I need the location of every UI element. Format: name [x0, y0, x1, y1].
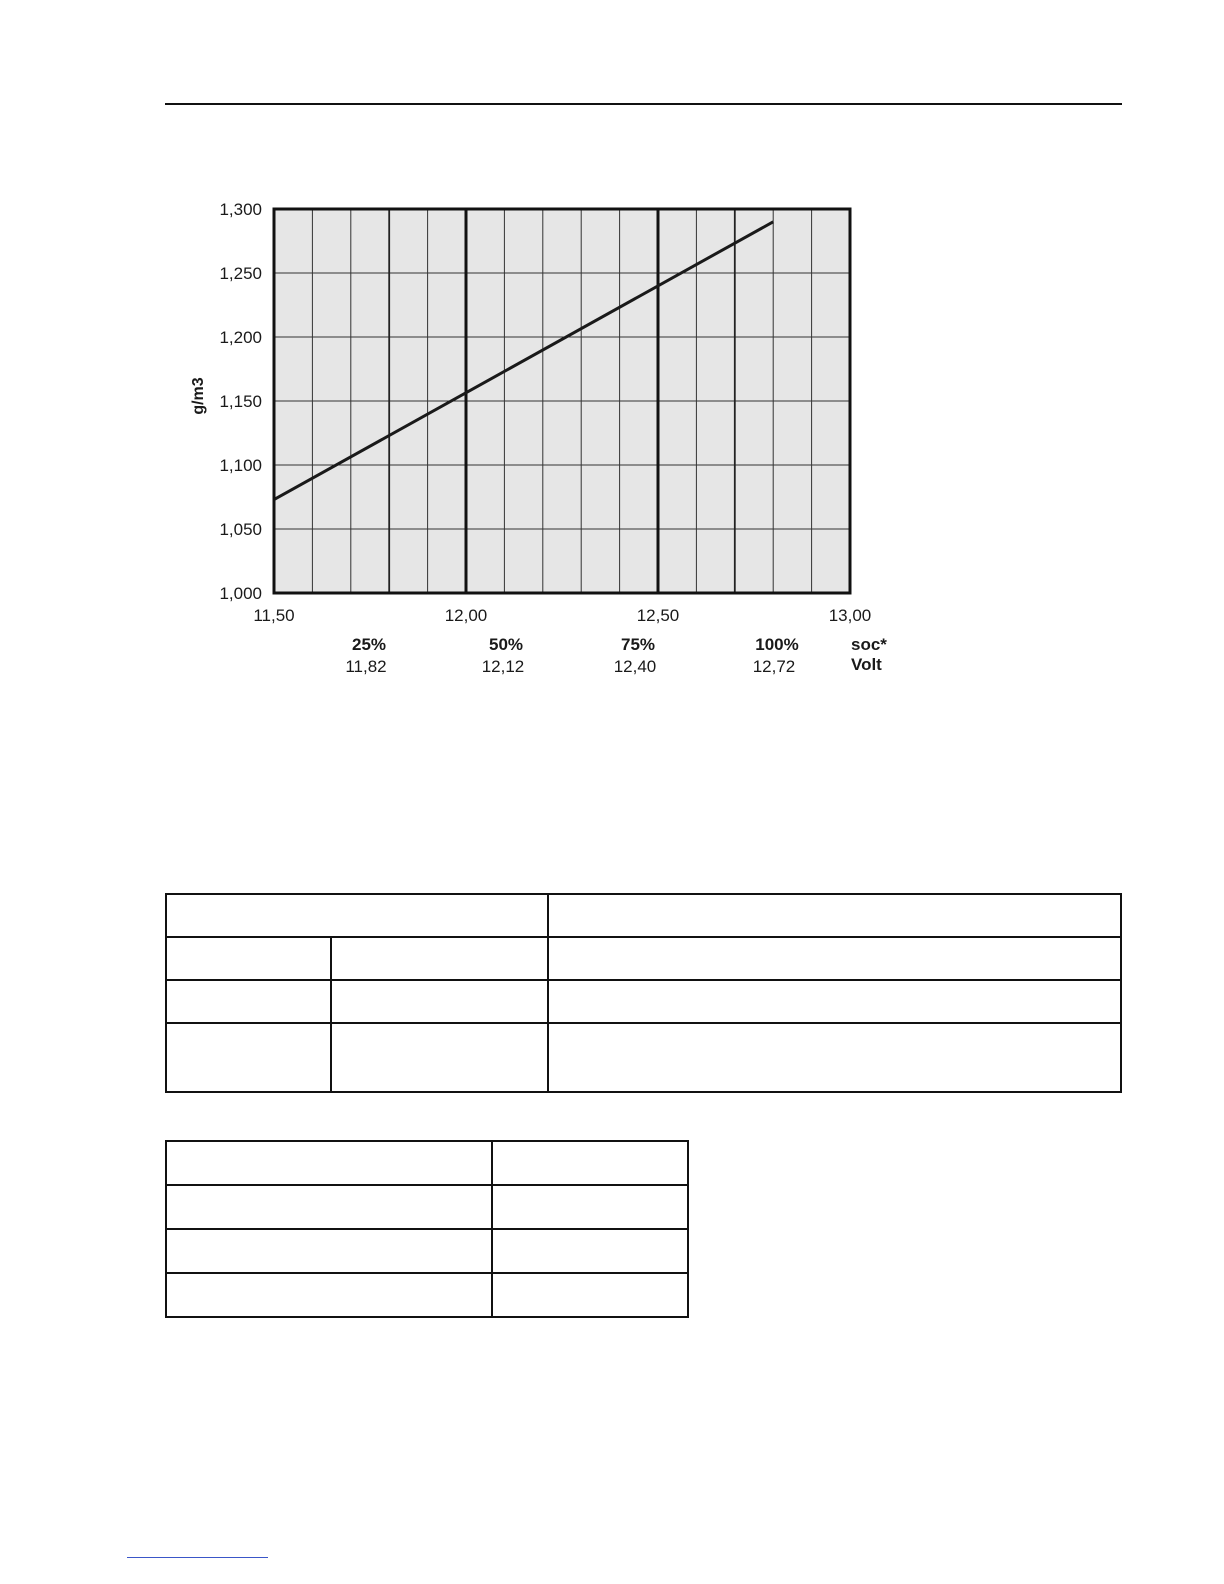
table-row — [166, 1185, 688, 1229]
table-cell — [331, 1023, 548, 1092]
y-axis-label: g/m3 — [190, 377, 207, 415]
y-tick-label: 1,200 — [219, 328, 262, 347]
table-cell — [548, 937, 1121, 980]
y-tick-label: 1,250 — [219, 264, 262, 283]
soc-volt-label: 12,12 — [481, 657, 525, 676]
table-cell — [166, 1185, 492, 1229]
table-cell — [166, 937, 331, 980]
soc-label: soc* — [851, 635, 887, 654]
table-cell — [166, 1273, 492, 1317]
table-cell — [166, 1141, 492, 1185]
table-row — [166, 980, 1121, 1023]
table-cell — [166, 894, 548, 937]
summary-table — [165, 1140, 689, 1318]
table-cell — [548, 980, 1121, 1023]
table-header-row — [166, 894, 1121, 937]
soc-percent-label: 25% — [351, 635, 387, 654]
soc-percent-label: 50% — [488, 635, 524, 654]
y-tick-label: 1,000 — [219, 584, 262, 603]
table-cell — [492, 1229, 688, 1273]
density-voltage-chart — [0, 0, 1224, 720]
soc-percent-label: 100% — [755, 635, 799, 654]
y-tick-label: 1,300 — [219, 200, 262, 219]
x-tick-label: 12,00 — [444, 606, 488, 625]
x-tick-label: 13,00 — [828, 606, 872, 625]
table-cell — [166, 1023, 331, 1092]
table-row — [166, 1023, 1121, 1092]
soc-percent-label: 75% — [620, 635, 656, 654]
table-cell — [492, 1185, 688, 1229]
table-cell — [331, 937, 548, 980]
soc-volt-label: 11,82 — [345, 657, 387, 676]
y-tick-label: 1,050 — [219, 520, 262, 539]
volt-label: Volt — [851, 655, 882, 674]
x-tick-label: 12,50 — [636, 606, 680, 625]
table-header-row — [166, 1141, 688, 1185]
table-cell — [492, 1273, 688, 1317]
table-cell — [548, 1023, 1121, 1092]
specification-table — [165, 893, 1122, 1093]
table-row — [166, 1229, 688, 1273]
table-row — [166, 1273, 688, 1317]
y-tick-label: 1,100 — [219, 456, 262, 475]
table-cell — [492, 1141, 688, 1185]
x-tick-label: 11,50 — [253, 606, 295, 625]
table-cell — [166, 1229, 492, 1273]
soc-volt-label: 12,40 — [613, 657, 657, 676]
table-row — [166, 937, 1121, 980]
y-tick-label: 1,150 — [219, 392, 262, 411]
table-cell — [548, 894, 1121, 937]
soc-volt-label: 12,72 — [752, 657, 796, 676]
footer-link-underline — [127, 1557, 268, 1558]
table-cell — [166, 980, 331, 1023]
table-cell — [331, 980, 548, 1023]
